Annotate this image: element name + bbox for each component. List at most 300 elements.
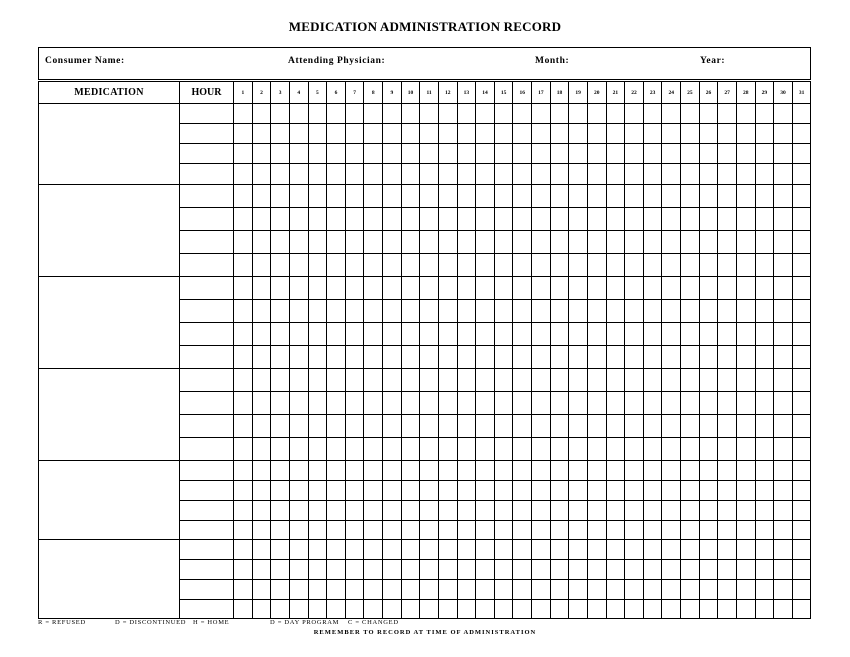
day-entry-cell[interactable] bbox=[457, 461, 476, 481]
day-entry-cell[interactable] bbox=[401, 254, 420, 277]
day-entry-cell[interactable] bbox=[420, 185, 439, 208]
day-entry-cell[interactable] bbox=[774, 369, 793, 392]
day-entry-cell[interactable] bbox=[289, 580, 308, 600]
day-entry-cell[interactable] bbox=[513, 346, 532, 369]
day-entry-cell[interactable] bbox=[792, 540, 811, 560]
day-entry-cell[interactable] bbox=[271, 185, 290, 208]
day-entry-cell[interactable] bbox=[681, 415, 700, 438]
day-entry-cell[interactable] bbox=[532, 323, 551, 346]
hour-entry-cell[interactable] bbox=[180, 104, 234, 124]
day-entry-cell[interactable] bbox=[457, 540, 476, 560]
day-entry-cell[interactable] bbox=[662, 501, 681, 521]
day-entry-cell[interactable] bbox=[289, 346, 308, 369]
day-entry-cell[interactable] bbox=[345, 323, 364, 346]
day-entry-cell[interactable] bbox=[401, 521, 420, 540]
day-entry-cell[interactable] bbox=[643, 300, 662, 323]
day-entry-cell[interactable] bbox=[234, 392, 253, 415]
day-entry-cell[interactable] bbox=[234, 540, 253, 560]
day-entry-cell[interactable] bbox=[364, 323, 383, 346]
day-entry-cell[interactable] bbox=[550, 461, 569, 481]
hour-entry-cell[interactable] bbox=[180, 254, 234, 277]
medication-entry-cell[interactable] bbox=[39, 540, 180, 619]
day-entry-cell[interactable] bbox=[438, 540, 457, 560]
day-entry-cell[interactable] bbox=[438, 124, 457, 144]
day-entry-cell[interactable] bbox=[569, 208, 588, 231]
day-entry-cell[interactable] bbox=[774, 438, 793, 461]
day-entry-cell[interactable] bbox=[550, 124, 569, 144]
day-entry-cell[interactable] bbox=[532, 254, 551, 277]
day-entry-cell[interactable] bbox=[383, 438, 402, 461]
day-entry-cell[interactable] bbox=[681, 277, 700, 300]
day-entry-cell[interactable] bbox=[457, 104, 476, 124]
day-entry-cell[interactable] bbox=[643, 521, 662, 540]
day-entry-cell[interactable] bbox=[774, 415, 793, 438]
hour-entry-cell[interactable] bbox=[180, 144, 234, 164]
day-entry-cell[interactable] bbox=[420, 438, 439, 461]
day-entry-cell[interactable] bbox=[606, 164, 625, 185]
day-entry-cell[interactable] bbox=[401, 540, 420, 560]
day-entry-cell[interactable] bbox=[420, 164, 439, 185]
day-entry-cell[interactable] bbox=[438, 300, 457, 323]
day-entry-cell[interactable] bbox=[625, 415, 644, 438]
day-entry-cell[interactable] bbox=[308, 144, 327, 164]
day-entry-cell[interactable] bbox=[345, 415, 364, 438]
day-entry-cell[interactable] bbox=[289, 185, 308, 208]
day-entry-cell[interactable] bbox=[662, 254, 681, 277]
day-entry-cell[interactable] bbox=[457, 600, 476, 619]
day-entry-cell[interactable] bbox=[755, 461, 774, 481]
day-entry-cell[interactable] bbox=[494, 560, 513, 580]
day-entry-cell[interactable] bbox=[476, 323, 495, 346]
day-entry-cell[interactable] bbox=[513, 560, 532, 580]
day-entry-cell[interactable] bbox=[532, 461, 551, 481]
day-entry-cell[interactable] bbox=[364, 164, 383, 185]
day-entry-cell[interactable] bbox=[513, 323, 532, 346]
day-entry-cell[interactable] bbox=[569, 185, 588, 208]
day-entry-cell[interactable] bbox=[420, 415, 439, 438]
day-entry-cell[interactable] bbox=[289, 300, 308, 323]
day-entry-cell[interactable] bbox=[476, 392, 495, 415]
day-entry-cell[interactable] bbox=[569, 600, 588, 619]
day-entry-cell[interactable] bbox=[718, 231, 737, 254]
day-entry-cell[interactable] bbox=[513, 144, 532, 164]
day-entry-cell[interactable] bbox=[755, 369, 774, 392]
hour-entry-cell[interactable] bbox=[180, 124, 234, 144]
hour-entry-cell[interactable] bbox=[180, 521, 234, 540]
day-entry-cell[interactable] bbox=[252, 600, 271, 619]
day-entry-cell[interactable] bbox=[625, 600, 644, 619]
day-entry-cell[interactable] bbox=[755, 392, 774, 415]
day-entry-cell[interactable] bbox=[420, 254, 439, 277]
day-entry-cell[interactable] bbox=[587, 254, 606, 277]
day-entry-cell[interactable] bbox=[234, 415, 253, 438]
day-entry-cell[interactable] bbox=[792, 124, 811, 144]
day-entry-cell[interactable] bbox=[457, 300, 476, 323]
day-entry-cell[interactable] bbox=[606, 231, 625, 254]
day-entry-cell[interactable] bbox=[271, 560, 290, 580]
day-entry-cell[interactable] bbox=[345, 580, 364, 600]
day-entry-cell[interactable] bbox=[792, 369, 811, 392]
day-entry-cell[interactable] bbox=[438, 392, 457, 415]
day-entry-cell[interactable] bbox=[252, 277, 271, 300]
day-entry-cell[interactable] bbox=[718, 540, 737, 560]
day-entry-cell[interactable] bbox=[308, 415, 327, 438]
day-entry-cell[interactable] bbox=[457, 415, 476, 438]
day-entry-cell[interactable] bbox=[494, 208, 513, 231]
day-entry-cell[interactable] bbox=[755, 104, 774, 124]
day-entry-cell[interactable] bbox=[587, 369, 606, 392]
hour-entry-cell[interactable] bbox=[180, 392, 234, 415]
day-entry-cell[interactable] bbox=[755, 521, 774, 540]
day-entry-cell[interactable] bbox=[550, 346, 569, 369]
day-entry-cell[interactable] bbox=[234, 300, 253, 323]
day-entry-cell[interactable] bbox=[662, 392, 681, 415]
day-entry-cell[interactable] bbox=[792, 277, 811, 300]
day-entry-cell[interactable] bbox=[625, 185, 644, 208]
day-entry-cell[interactable] bbox=[606, 104, 625, 124]
day-entry-cell[interactable] bbox=[606, 369, 625, 392]
day-entry-cell[interactable] bbox=[494, 323, 513, 346]
day-entry-cell[interactable] bbox=[792, 438, 811, 461]
day-entry-cell[interactable] bbox=[401, 300, 420, 323]
day-entry-cell[interactable] bbox=[345, 185, 364, 208]
day-entry-cell[interactable] bbox=[643, 560, 662, 580]
day-entry-cell[interactable] bbox=[476, 461, 495, 481]
day-entry-cell[interactable] bbox=[457, 438, 476, 461]
day-entry-cell[interactable] bbox=[699, 300, 718, 323]
day-entry-cell[interactable] bbox=[289, 481, 308, 501]
day-entry-cell[interactable] bbox=[494, 164, 513, 185]
day-entry-cell[interactable] bbox=[383, 392, 402, 415]
day-entry-cell[interactable] bbox=[420, 231, 439, 254]
day-entry-cell[interactable] bbox=[438, 501, 457, 521]
day-entry-cell[interactable] bbox=[587, 415, 606, 438]
day-entry-cell[interactable] bbox=[736, 185, 755, 208]
day-entry-cell[interactable] bbox=[792, 254, 811, 277]
day-entry-cell[interactable] bbox=[327, 540, 346, 560]
day-entry-cell[interactable] bbox=[401, 323, 420, 346]
day-entry-cell[interactable] bbox=[234, 277, 253, 300]
day-entry-cell[interactable] bbox=[792, 415, 811, 438]
day-entry-cell[interactable] bbox=[550, 104, 569, 124]
day-entry-cell[interactable] bbox=[457, 501, 476, 521]
day-entry-cell[interactable] bbox=[308, 323, 327, 346]
day-entry-cell[interactable] bbox=[494, 231, 513, 254]
year-field[interactable]: Year: bbox=[700, 56, 726, 66]
day-entry-cell[interactable] bbox=[606, 481, 625, 501]
day-entry-cell[interactable] bbox=[569, 164, 588, 185]
day-entry-cell[interactable] bbox=[308, 254, 327, 277]
day-entry-cell[interactable] bbox=[289, 461, 308, 481]
day-entry-cell[interactable] bbox=[364, 124, 383, 144]
day-entry-cell[interactable] bbox=[736, 438, 755, 461]
day-entry-cell[interactable] bbox=[252, 481, 271, 501]
day-entry-cell[interactable] bbox=[792, 580, 811, 600]
day-entry-cell[interactable] bbox=[792, 164, 811, 185]
day-entry-cell[interactable] bbox=[625, 346, 644, 369]
day-entry-cell[interactable] bbox=[345, 369, 364, 392]
day-entry-cell[interactable] bbox=[345, 560, 364, 580]
day-entry-cell[interactable] bbox=[662, 438, 681, 461]
day-entry-cell[interactable] bbox=[587, 144, 606, 164]
day-entry-cell[interactable] bbox=[438, 346, 457, 369]
hour-entry-cell[interactable] bbox=[180, 481, 234, 501]
day-entry-cell[interactable] bbox=[718, 164, 737, 185]
day-entry-cell[interactable] bbox=[606, 392, 625, 415]
day-entry-cell[interactable] bbox=[513, 124, 532, 144]
day-entry-cell[interactable] bbox=[625, 481, 644, 501]
day-entry-cell[interactable] bbox=[345, 481, 364, 501]
day-entry-cell[interactable] bbox=[625, 438, 644, 461]
day-entry-cell[interactable] bbox=[476, 300, 495, 323]
day-entry-cell[interactable] bbox=[494, 461, 513, 481]
day-entry-cell[interactable] bbox=[234, 580, 253, 600]
day-entry-cell[interactable] bbox=[774, 254, 793, 277]
day-entry-cell[interactable] bbox=[420, 346, 439, 369]
day-entry-cell[interactable] bbox=[532, 124, 551, 144]
day-entry-cell[interactable] bbox=[718, 254, 737, 277]
day-entry-cell[interactable] bbox=[476, 560, 495, 580]
day-entry-cell[interactable] bbox=[364, 600, 383, 619]
day-entry-cell[interactable] bbox=[662, 369, 681, 392]
day-entry-cell[interactable] bbox=[401, 277, 420, 300]
day-entry-cell[interactable] bbox=[755, 600, 774, 619]
day-entry-cell[interactable] bbox=[550, 481, 569, 501]
day-entry-cell[interactable] bbox=[699, 540, 718, 560]
medication-entry-cell[interactable] bbox=[39, 369, 180, 461]
day-entry-cell[interactable] bbox=[792, 231, 811, 254]
day-entry-cell[interactable] bbox=[550, 323, 569, 346]
day-entry-cell[interactable] bbox=[513, 231, 532, 254]
day-entry-cell[interactable] bbox=[550, 540, 569, 560]
day-entry-cell[interactable] bbox=[289, 501, 308, 521]
day-entry-cell[interactable] bbox=[513, 369, 532, 392]
day-entry-cell[interactable] bbox=[513, 501, 532, 521]
day-entry-cell[interactable] bbox=[494, 438, 513, 461]
day-entry-cell[interactable] bbox=[457, 346, 476, 369]
day-entry-cell[interactable] bbox=[643, 144, 662, 164]
day-entry-cell[interactable] bbox=[792, 392, 811, 415]
day-entry-cell[interactable] bbox=[569, 104, 588, 124]
day-entry-cell[interactable] bbox=[606, 540, 625, 560]
day-entry-cell[interactable] bbox=[438, 580, 457, 600]
day-entry-cell[interactable] bbox=[736, 600, 755, 619]
hour-entry-cell[interactable] bbox=[180, 323, 234, 346]
day-entry-cell[interactable] bbox=[699, 208, 718, 231]
day-entry-cell[interactable] bbox=[736, 144, 755, 164]
day-entry-cell[interactable] bbox=[234, 501, 253, 521]
day-entry-cell[interactable] bbox=[252, 560, 271, 580]
day-entry-cell[interactable] bbox=[736, 521, 755, 540]
day-entry-cell[interactable] bbox=[457, 323, 476, 346]
day-entry-cell[interactable] bbox=[587, 231, 606, 254]
day-entry-cell[interactable] bbox=[792, 323, 811, 346]
day-entry-cell[interactable] bbox=[718, 461, 737, 481]
day-entry-cell[interactable] bbox=[755, 185, 774, 208]
day-entry-cell[interactable] bbox=[569, 144, 588, 164]
day-entry-cell[interactable] bbox=[606, 415, 625, 438]
day-entry-cell[interactable] bbox=[755, 560, 774, 580]
day-entry-cell[interactable] bbox=[308, 521, 327, 540]
day-entry-cell[interactable] bbox=[289, 104, 308, 124]
day-entry-cell[interactable] bbox=[401, 144, 420, 164]
day-entry-cell[interactable] bbox=[774, 392, 793, 415]
day-entry-cell[interactable] bbox=[774, 164, 793, 185]
day-entry-cell[interactable] bbox=[755, 501, 774, 521]
day-entry-cell[interactable] bbox=[327, 124, 346, 144]
day-entry-cell[interactable] bbox=[234, 481, 253, 501]
day-entry-cell[interactable] bbox=[774, 277, 793, 300]
day-entry-cell[interactable] bbox=[774, 346, 793, 369]
day-entry-cell[interactable] bbox=[532, 277, 551, 300]
day-entry-cell[interactable] bbox=[550, 144, 569, 164]
day-entry-cell[interactable] bbox=[271, 277, 290, 300]
day-entry-cell[interactable] bbox=[401, 392, 420, 415]
day-entry-cell[interactable] bbox=[625, 144, 644, 164]
medication-entry-cell[interactable] bbox=[39, 277, 180, 369]
day-entry-cell[interactable] bbox=[569, 346, 588, 369]
day-entry-cell[interactable] bbox=[643, 185, 662, 208]
day-entry-cell[interactable] bbox=[755, 481, 774, 501]
day-entry-cell[interactable] bbox=[513, 277, 532, 300]
day-entry-cell[interactable] bbox=[643, 481, 662, 501]
day-entry-cell[interactable] bbox=[774, 461, 793, 481]
day-entry-cell[interactable] bbox=[513, 461, 532, 481]
day-entry-cell[interactable] bbox=[494, 254, 513, 277]
day-entry-cell[interactable] bbox=[271, 164, 290, 185]
day-entry-cell[interactable] bbox=[364, 501, 383, 521]
day-entry-cell[interactable] bbox=[234, 254, 253, 277]
day-entry-cell[interactable] bbox=[364, 560, 383, 580]
day-entry-cell[interactable] bbox=[662, 600, 681, 619]
day-entry-cell[interactable] bbox=[699, 277, 718, 300]
day-entry-cell[interactable] bbox=[606, 323, 625, 346]
day-entry-cell[interactable] bbox=[234, 208, 253, 231]
day-entry-cell[interactable] bbox=[308, 392, 327, 415]
day-entry-cell[interactable] bbox=[718, 277, 737, 300]
day-entry-cell[interactable] bbox=[308, 164, 327, 185]
day-entry-cell[interactable] bbox=[513, 104, 532, 124]
day-entry-cell[interactable] bbox=[457, 208, 476, 231]
day-entry-cell[interactable] bbox=[718, 481, 737, 501]
day-entry-cell[interactable] bbox=[625, 323, 644, 346]
day-entry-cell[interactable] bbox=[625, 369, 644, 392]
day-entry-cell[interactable] bbox=[234, 600, 253, 619]
day-entry-cell[interactable] bbox=[457, 369, 476, 392]
day-entry-cell[interactable] bbox=[420, 104, 439, 124]
day-entry-cell[interactable] bbox=[383, 208, 402, 231]
day-entry-cell[interactable] bbox=[494, 300, 513, 323]
day-entry-cell[interactable] bbox=[569, 300, 588, 323]
day-entry-cell[interactable] bbox=[401, 461, 420, 481]
day-entry-cell[interactable] bbox=[550, 438, 569, 461]
day-entry-cell[interactable] bbox=[513, 208, 532, 231]
day-entry-cell[interactable] bbox=[550, 521, 569, 540]
medication-entry-cell[interactable] bbox=[39, 104, 180, 185]
day-entry-cell[interactable] bbox=[792, 144, 811, 164]
day-entry-cell[interactable] bbox=[587, 208, 606, 231]
day-entry-cell[interactable] bbox=[681, 185, 700, 208]
day-entry-cell[interactable] bbox=[550, 392, 569, 415]
day-entry-cell[interactable] bbox=[234, 164, 253, 185]
day-entry-cell[interactable] bbox=[476, 346, 495, 369]
day-entry-cell[interactable] bbox=[718, 501, 737, 521]
day-entry-cell[interactable] bbox=[252, 501, 271, 521]
day-entry-cell[interactable] bbox=[532, 501, 551, 521]
day-entry-cell[interactable] bbox=[569, 521, 588, 540]
day-entry-cell[interactable] bbox=[271, 481, 290, 501]
attending-physician-field[interactable]: Attending Physician: bbox=[288, 56, 386, 66]
day-entry-cell[interactable] bbox=[476, 124, 495, 144]
day-entry-cell[interactable] bbox=[625, 277, 644, 300]
day-entry-cell[interactable] bbox=[587, 164, 606, 185]
day-entry-cell[interactable] bbox=[625, 208, 644, 231]
day-entry-cell[interactable] bbox=[364, 540, 383, 560]
day-entry-cell[interactable] bbox=[587, 300, 606, 323]
day-entry-cell[interactable] bbox=[550, 369, 569, 392]
day-entry-cell[interactable] bbox=[289, 231, 308, 254]
day-entry-cell[interactable] bbox=[364, 277, 383, 300]
day-entry-cell[interactable] bbox=[736, 124, 755, 144]
day-entry-cell[interactable] bbox=[643, 208, 662, 231]
day-entry-cell[interactable] bbox=[792, 346, 811, 369]
day-entry-cell[interactable] bbox=[643, 254, 662, 277]
hour-entry-cell[interactable] bbox=[180, 208, 234, 231]
day-entry-cell[interactable] bbox=[681, 208, 700, 231]
day-entry-cell[interactable] bbox=[532, 540, 551, 560]
day-entry-cell[interactable] bbox=[625, 300, 644, 323]
day-entry-cell[interactable] bbox=[755, 164, 774, 185]
day-entry-cell[interactable] bbox=[364, 438, 383, 461]
day-entry-cell[interactable] bbox=[401, 124, 420, 144]
day-entry-cell[interactable] bbox=[383, 104, 402, 124]
medication-entry-cell[interactable] bbox=[39, 461, 180, 540]
day-entry-cell[interactable] bbox=[252, 231, 271, 254]
day-entry-cell[interactable] bbox=[625, 521, 644, 540]
day-entry-cell[interactable] bbox=[494, 346, 513, 369]
day-entry-cell[interactable] bbox=[289, 521, 308, 540]
hour-entry-cell[interactable] bbox=[180, 461, 234, 481]
day-entry-cell[interactable] bbox=[345, 540, 364, 560]
day-entry-cell[interactable] bbox=[420, 600, 439, 619]
day-entry-cell[interactable] bbox=[252, 461, 271, 481]
day-entry-cell[interactable] bbox=[494, 540, 513, 560]
day-entry-cell[interactable] bbox=[699, 580, 718, 600]
day-entry-cell[interactable] bbox=[289, 124, 308, 144]
day-entry-cell[interactable] bbox=[736, 208, 755, 231]
day-entry-cell[interactable] bbox=[736, 164, 755, 185]
day-entry-cell[interactable] bbox=[774, 208, 793, 231]
day-entry-cell[interactable] bbox=[587, 501, 606, 521]
day-entry-cell[interactable] bbox=[662, 521, 681, 540]
day-entry-cell[interactable] bbox=[457, 277, 476, 300]
day-entry-cell[interactable] bbox=[550, 600, 569, 619]
day-entry-cell[interactable] bbox=[271, 415, 290, 438]
day-entry-cell[interactable] bbox=[718, 560, 737, 580]
day-entry-cell[interactable] bbox=[625, 392, 644, 415]
day-entry-cell[interactable] bbox=[327, 600, 346, 619]
day-entry-cell[interactable] bbox=[252, 346, 271, 369]
day-entry-cell[interactable] bbox=[513, 254, 532, 277]
day-entry-cell[interactable] bbox=[774, 231, 793, 254]
day-entry-cell[interactable] bbox=[234, 231, 253, 254]
day-entry-cell[interactable] bbox=[550, 277, 569, 300]
day-entry-cell[interactable] bbox=[327, 580, 346, 600]
day-entry-cell[interactable] bbox=[606, 300, 625, 323]
day-entry-cell[interactable] bbox=[569, 254, 588, 277]
day-entry-cell[interactable] bbox=[271, 323, 290, 346]
day-entry-cell[interactable] bbox=[755, 323, 774, 346]
